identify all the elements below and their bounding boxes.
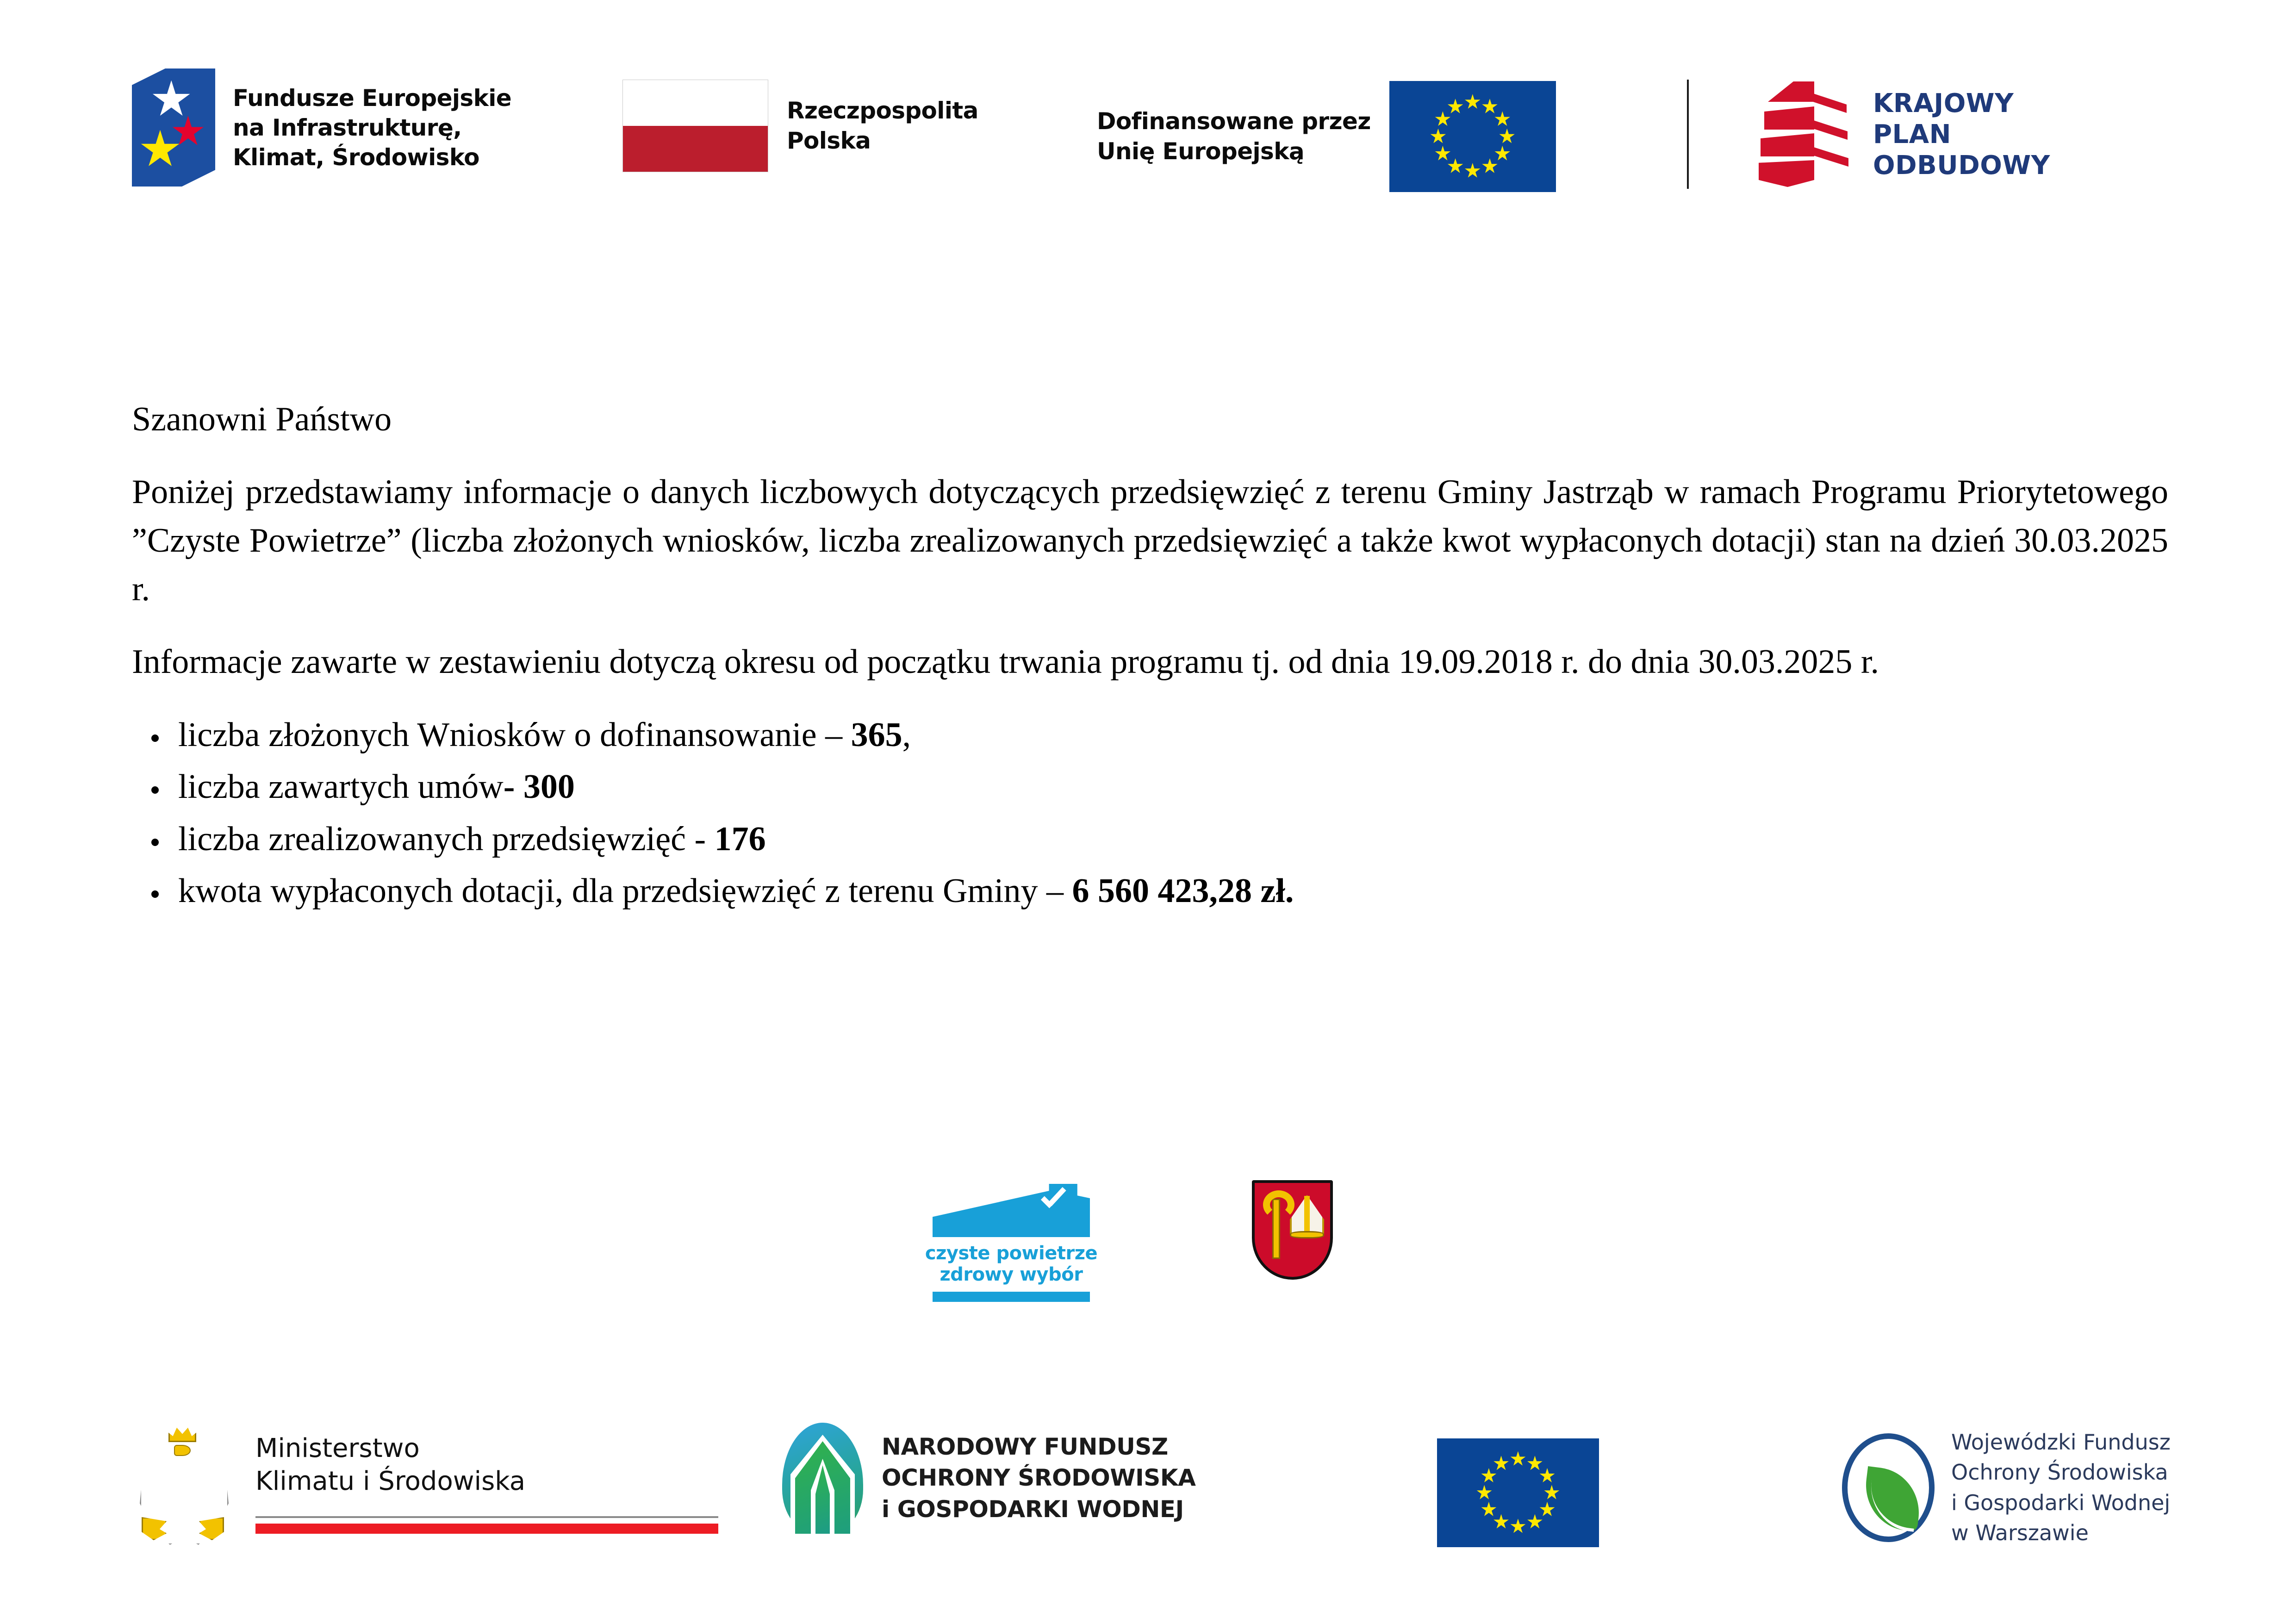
czyste-powietrze-line-2: zdrowy wybór bbox=[940, 1264, 1083, 1285]
nfosigw-line-1: NARODOWY FUNDUSZ bbox=[882, 1433, 1168, 1460]
list-item bbox=[132, 710, 2168, 760]
krajowy-plan-odbudowy-logo bbox=[1754, 78, 2050, 191]
wfosigw-line-1: Wojewódzki Fundusz bbox=[1951, 1430, 2171, 1455]
ministerstwo-line-1: Ministerstwo bbox=[255, 1433, 420, 1463]
header-logo-strip bbox=[0, 56, 2296, 213]
bullet-value: 176 bbox=[714, 820, 766, 858]
nfosigw-label bbox=[882, 1431, 1196, 1525]
paragraph-summary: Poniżej przedstawiamy informacje o danych liczbowych dotyczących przedsięwzięć z terenu Gminy Jastrząb w ramach Programu Priorytetowego ”Czyste Powietrze” (liczba złożonych wniosków, liczba zrealizowanych przedsięwzięć a także kwot wypłaconych dotacji) stan na dzień 30.03.2025 r. bbox=[132, 473, 2168, 608]
krajowy-plan-odbudowy-label bbox=[1873, 88, 2050, 181]
middle-logo-row bbox=[0, 1176, 2296, 1333]
kpo-line-3: ODBUDOWY bbox=[1873, 150, 2050, 181]
nfosigw-logo bbox=[782, 1423, 1196, 1534]
fe-line-1: Fundusze Europejskie bbox=[233, 84, 512, 112]
bullet-value: 365 bbox=[851, 716, 902, 754]
fundusze-europejskie-label bbox=[233, 83, 511, 172]
czyste-powietrze-logo bbox=[923, 1184, 1099, 1302]
nfosigw-leaf-icon bbox=[782, 1423, 863, 1534]
ministerstwo-line-2: Klimatu i Środowiska bbox=[255, 1466, 526, 1497]
footer-logo-row bbox=[0, 1407, 2296, 1601]
wfosigw-leaf-icon bbox=[1842, 1433, 1935, 1542]
bullet-label: liczba zawartych umów bbox=[178, 768, 504, 806]
nfosigw-line-3: i GOSPODARKI WODNEJ bbox=[882, 1495, 1184, 1523]
statistics-list bbox=[132, 710, 2168, 916]
list-item bbox=[132, 866, 2168, 916]
wfosigw-label bbox=[1951, 1427, 2171, 1548]
rzeczpospolita-label bbox=[787, 96, 978, 156]
kpo-line-2: PLAN bbox=[1873, 119, 1951, 149]
poland-flag-icon bbox=[622, 80, 768, 172]
nfosigw-line-2: OCHRONY ŚRODOWISKA bbox=[882, 1464, 1196, 1492]
kpo-building-icon bbox=[1754, 78, 1854, 191]
rp-line-1: Rzeczpospolita bbox=[787, 97, 978, 124]
bullet-label: liczba zrealizowanych przedsięwzięć - bbox=[178, 820, 715, 858]
list-item bbox=[132, 762, 2168, 812]
ue-line-2: Unię Europejską bbox=[1097, 138, 1305, 165]
paragraph-period: Informacje zawarte w zestawieniu dotyczą okresu od początku trwania programu tj. od dnia 19.09.2018 r. do dnia 30.03.2025 r. bbox=[132, 642, 1879, 681]
rzeczpospolita-polska-logo bbox=[622, 80, 978, 172]
bullet-label: liczba złożonych Wniosków o dofinansowanie – bbox=[178, 716, 851, 754]
gmina-coat-of-arms-icon bbox=[1252, 1180, 1333, 1280]
bullet-value: - 300 bbox=[503, 768, 575, 806]
czyste-powietrze-line-1: czyste powietrze bbox=[925, 1243, 1098, 1264]
fundusze-europejskie-stars-icon bbox=[132, 68, 215, 187]
wfosigw-line-2: Ochrony Środowiska bbox=[1951, 1460, 2168, 1485]
wfosigw-logo bbox=[1842, 1427, 2171, 1548]
eu-flag-footer bbox=[1437, 1438, 1599, 1547]
eu-flag-icon bbox=[1437, 1438, 1599, 1547]
wfosigw-line-3: i Gospodarki Wodnej bbox=[1951, 1490, 2171, 1515]
ministerstwo-text-block bbox=[255, 1416, 718, 1534]
ministerstwo-grey-rule bbox=[255, 1516, 718, 1518]
czyste-powietrze-underline bbox=[933, 1292, 1090, 1302]
rp-line-2: Polska bbox=[787, 127, 871, 154]
ministerstwo-red-rule bbox=[255, 1524, 718, 1534]
european-union-funding-logo bbox=[1097, 81, 1556, 192]
polish-eagle-icon bbox=[130, 1416, 236, 1546]
document-body bbox=[132, 398, 2168, 919]
eu-flag-icon bbox=[1389, 81, 1556, 192]
bullet-value: 6 560 423,28 zł. bbox=[1072, 872, 1294, 910]
wfosigw-line-4: w Warszawie bbox=[1951, 1520, 2089, 1545]
ministerstwo-klimatu-logo bbox=[130, 1416, 718, 1546]
fundusze-europejskie-logo bbox=[132, 68, 511, 187]
greeting-text: Szanowni Państwo bbox=[132, 400, 392, 438]
fe-line-3: Klimat, Środowisko bbox=[233, 143, 479, 171]
fe-line-2: na Infrastrukturę, bbox=[233, 114, 462, 141]
kpo-line-1: KRAJOWY bbox=[1873, 88, 2014, 118]
bullet-label: kwota wypłaconych dotacji, dla przedsięwzięć z terenu Gminy – bbox=[178, 872, 1072, 910]
list-item bbox=[132, 815, 2168, 864]
bullet-suffix: , bbox=[902, 716, 911, 754]
ue-line-1: Dofinansowane przez bbox=[1097, 108, 1371, 135]
header-divider bbox=[1687, 80, 1689, 189]
european-union-funding-label bbox=[1097, 106, 1371, 167]
house-checkmark-icon bbox=[933, 1184, 1090, 1237]
